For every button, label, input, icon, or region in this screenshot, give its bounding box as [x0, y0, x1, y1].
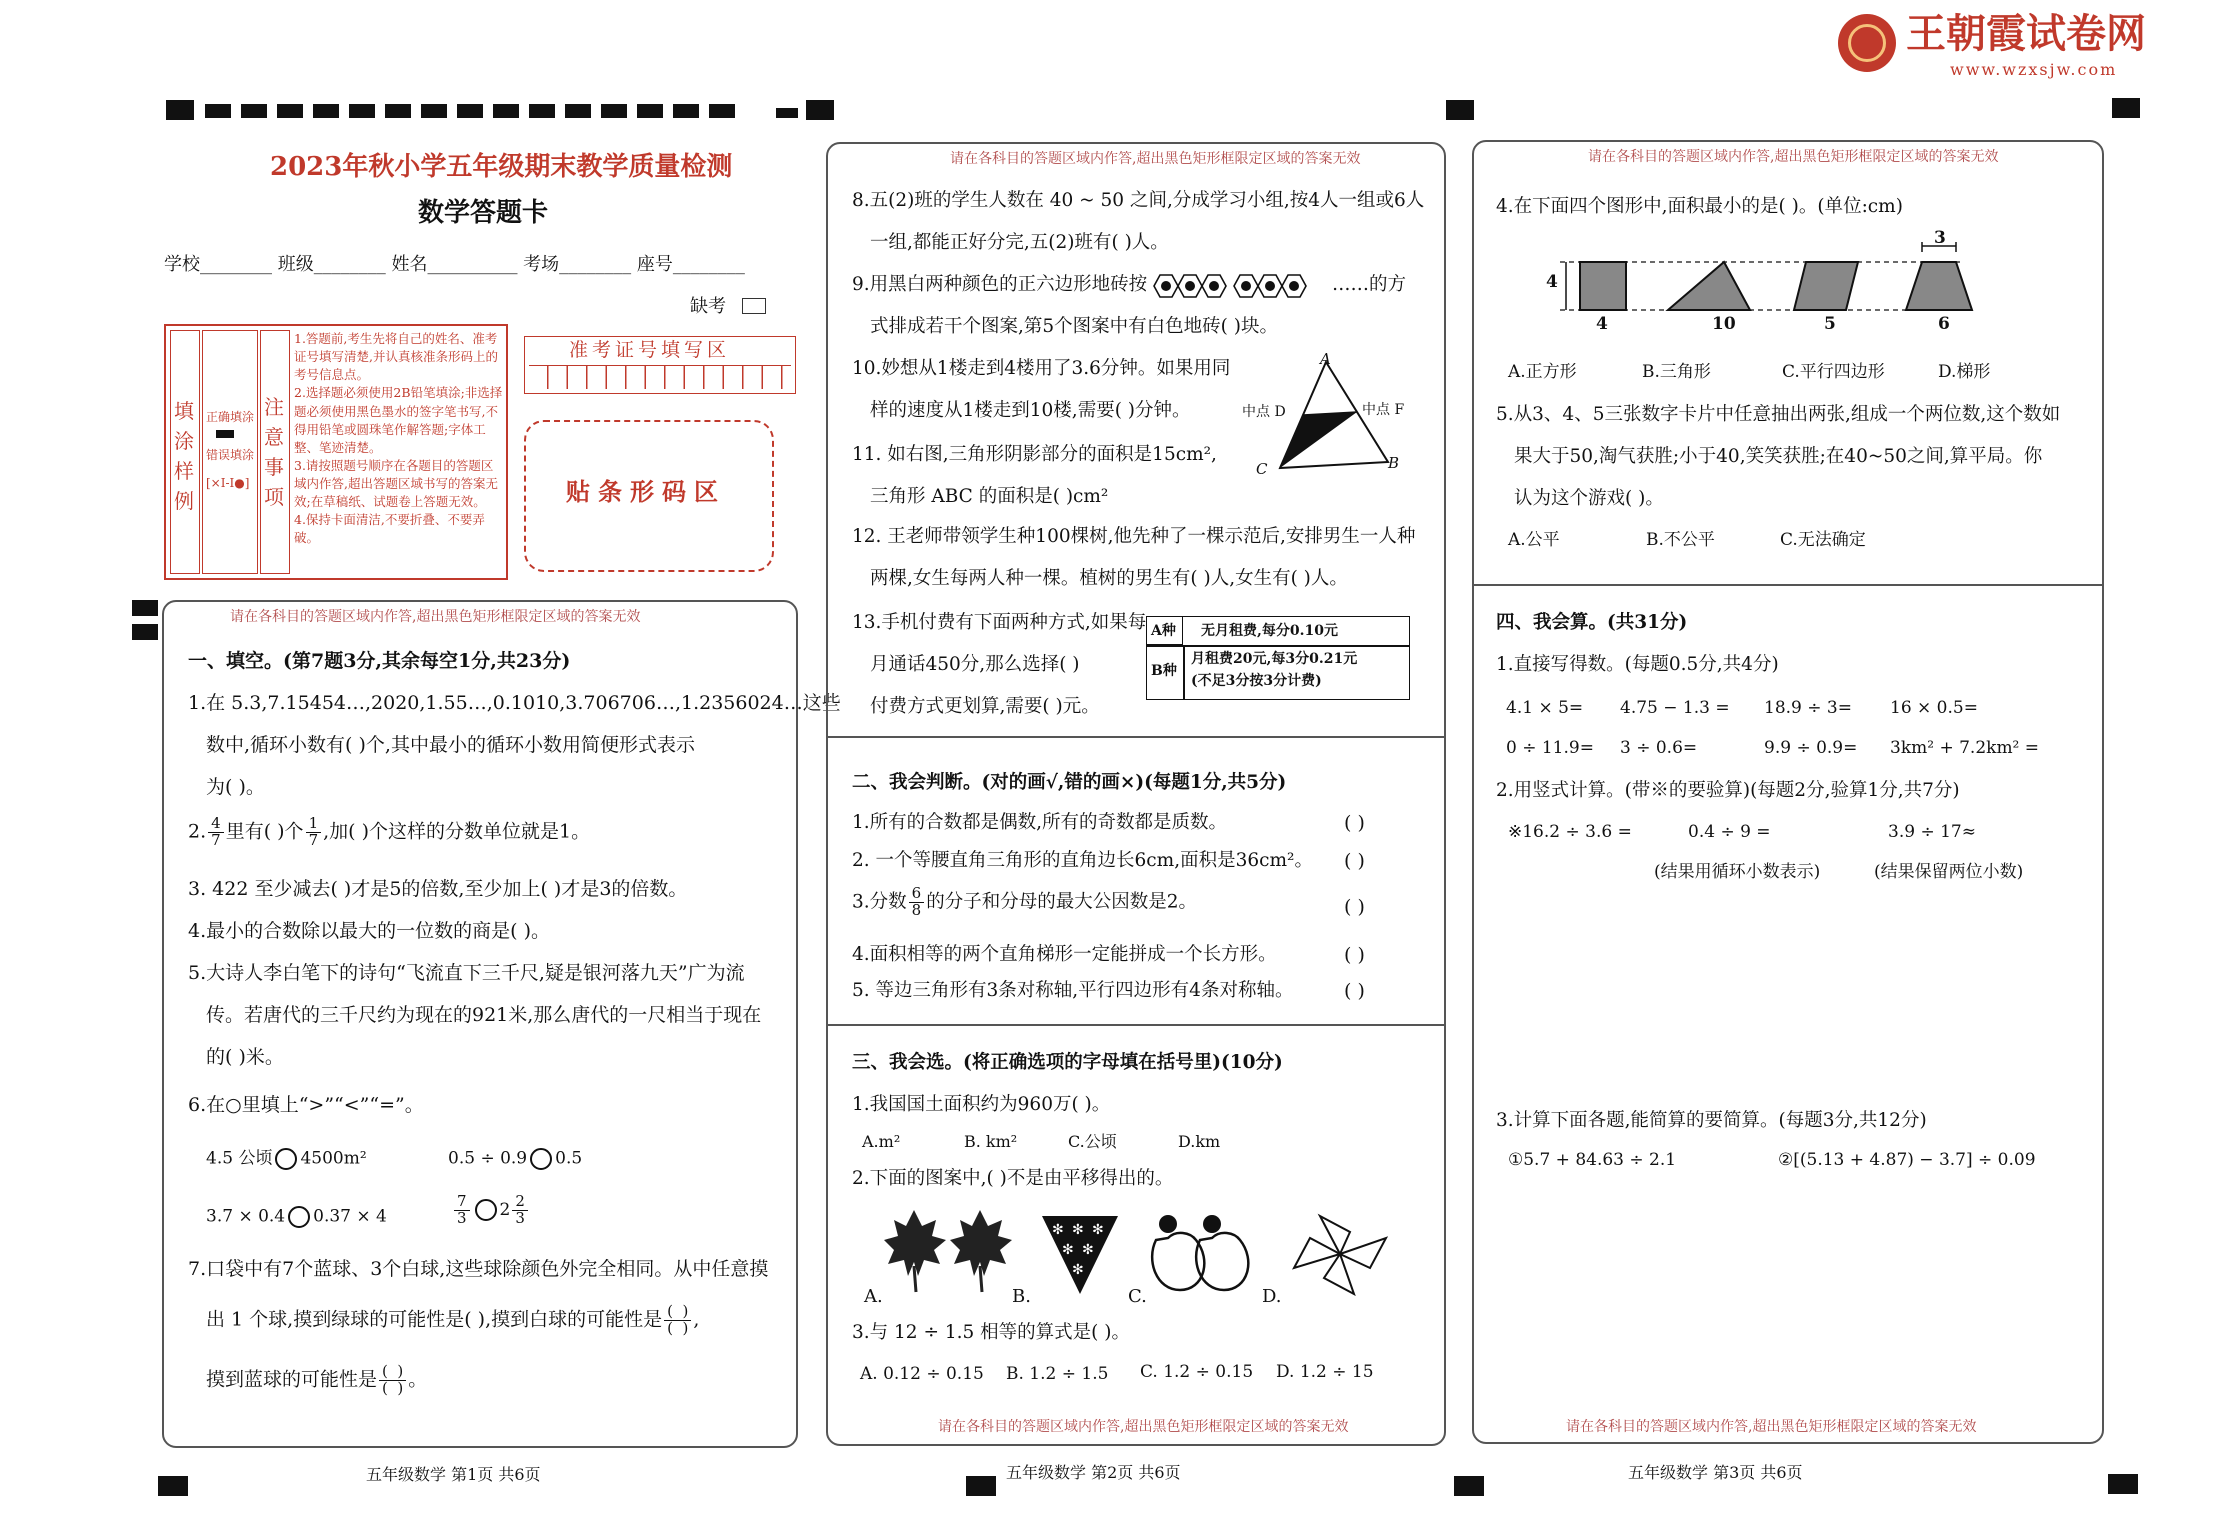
q5-line1: 5.大诗人李白笔下的诗句“飞流直下三千尺,疑是银河落九天”广为流: [188, 962, 745, 984]
calc-3-item: ②[(5.13 + 4.87) − 3.7] ÷ 0.09: [1778, 1150, 2036, 1170]
tri-label-b: B: [1388, 454, 1400, 472]
timing-mark: [1446, 100, 1474, 120]
pinwheel-pattern-image: [1290, 1212, 1390, 1296]
answer-notice: 请在各科目的答题区域内作答,超出黑色矩形框限定区域的答案无效: [1588, 149, 1999, 165]
fill-correct-label: 正确填涂: [206, 410, 255, 424]
choice-2-opt-d: D.: [1262, 1286, 1282, 1307]
dim-square: 4: [1596, 314, 1608, 334]
dim-trapezoid-bottom: 6: [1938, 314, 1950, 334]
q9-line1: 9.用黑白两种颜色的正六边形地砖按: [852, 274, 1148, 295]
exam-title: 2023年秋小学五年级期末教学质量检测: [270, 152, 733, 182]
q1-line1: 1.在 5.3,7.15454…,2020,1.55…,0.1010,3.706706…,1.2356024…这些: [188, 692, 841, 714]
plan-b-label: B种: [1151, 663, 1177, 679]
timing-mark: [2112, 98, 2140, 118]
calc-2-item: ※16.2 ÷ 3.6 =: [1508, 822, 1632, 842]
answer-notice: 请在各科目的答题区域内作答,超出黑色矩形框限定区域的答案无效: [938, 1419, 1349, 1435]
svg-text:✻: ✻: [1072, 1222, 1084, 1238]
plan-b-desc1: 月租费20元,每3分0.21元: [1191, 651, 1358, 667]
section-judge-title: 二、我会判断。(对的画√,错的画×)(每题1分,共5分): [852, 772, 1287, 793]
tri-label-a: A: [1320, 350, 1331, 368]
calc-2-note: (结果保留两位小数): [1874, 862, 2024, 882]
q6: 6.在○里填上“>”“<”“=”。: [188, 1094, 424, 1116]
choice-4-opt-c: C.平行四边形: [1782, 362, 1885, 382]
choice-5-line1: 5.从3、4、5三张数字卡片中任意抽出两张,组成一个两位数,这个数如: [1496, 404, 2061, 425]
q12-line2: 两棵,女生每两人种一棵。植树的男生有( )人,女生有( )人。: [870, 568, 1348, 589]
divider: [828, 736, 1444, 738]
plan-a-label: A种: [1151, 623, 1176, 639]
barcode-area: [524, 420, 774, 572]
watermark-url: www.wzxsjw.com: [1950, 60, 2118, 79]
answer-notice: 请在各科目的答题区域内作答,超出黑色矩形框限定区域的答案无效: [230, 609, 641, 625]
judge-4-answer[interactable]: ( ): [1344, 944, 1365, 966]
blank-fraction[interactable]: $\frac{( )}{( )}$: [664, 1304, 691, 1337]
timing-mark: [132, 600, 158, 616]
compare-circle[interactable]: [288, 1206, 310, 1228]
q6-a: 4.5 公顷 4500m²: [206, 1148, 367, 1169]
exam-number-area[interactable]: [524, 336, 796, 394]
judge-2: 2. 一个等腰直角三角形的直角边长6cm,面积是36cm²。: [852, 850, 1313, 871]
calc-1-item: 16 × 0.5=: [1890, 698, 1978, 718]
note-item: 1.答题前,考生先将自己的姓名、准考证号填写清楚,并认真核准条形码上的考号信息点。: [294, 331, 498, 383]
card-subtitle: 数学答题卡: [418, 198, 549, 228]
seal-inner-icon: [1848, 24, 1886, 62]
birds-pattern-image: [1146, 1210, 1266, 1296]
choice-3: 3.与 12 ÷ 1.5 相等的算式是( )。: [852, 1322, 1130, 1343]
judge-4: 4.面积相等的两个直角梯形一定能拼成一个长方形。: [852, 944, 1277, 965]
notes-title: 注意事项: [264, 395, 284, 509]
watermark-logo: [1838, 8, 2198, 78]
page3-footer: 五年级数学 第3页 共6页: [1628, 1463, 1803, 1482]
calc-2-item: 0.4 ÷ 9 =: [1688, 822, 1771, 842]
judge-1-answer[interactable]: ( ): [1344, 812, 1365, 834]
timing-mark: [158, 1476, 188, 1496]
watermark-name: 王朝霞试卷网: [1906, 11, 2146, 57]
leaves-pattern-image: [884, 1206, 1024, 1296]
judge-3-answer[interactable]: ( ): [1344, 896, 1365, 918]
svg-text:✻: ✻: [1092, 1222, 1104, 1238]
plan-b-desc2: (不足3分按3分计费): [1191, 673, 1322, 689]
timing-mark: [1454, 1476, 1484, 1496]
phone-plan-table: [1146, 616, 1410, 700]
choice-3-opt-c: C. 1.2 ÷ 0.15: [1140, 1362, 1254, 1382]
choice-2-opt-c: C.: [1128, 1286, 1147, 1307]
q11-line1: 11. 如右图,三角形阴影部分的面积是15cm²,: [852, 444, 1217, 465]
svg-text:✻: ✻: [1062, 1242, 1074, 1258]
judge-5-answer[interactable]: ( ): [1344, 980, 1365, 1002]
fraction: $\frac{4}{7}$: [208, 816, 224, 849]
barcode-label: 贴条形码区: [566, 477, 726, 506]
choice-1: 1.我国国土面积约为960万( )。: [852, 1094, 1111, 1115]
dim-triangle: 10: [1712, 314, 1736, 334]
note-item: 2.选择题必须使用2B铅笔填涂;非选择题必须使用黑色墨水的签字笔书写,不得用铅笔或圆珠笔作解答题;字体工整、笔迹清楚。: [294, 385, 503, 455]
q13-line2: 月通话450分,那么选择( ): [870, 654, 1080, 675]
choice-5-opt-c: C.无法确定: [1780, 530, 1866, 550]
fill-example-title: 填涂样例: [174, 399, 194, 513]
plan-a-desc: 无月租费,每分0.10元: [1201, 623, 1338, 639]
judge-2-answer[interactable]: ( ): [1344, 850, 1365, 872]
q13-line1: 13.手机付费有下面两种方式,如果每: [852, 612, 1147, 633]
choice-1-opt-a: A.m²: [862, 1132, 901, 1151]
notes-list: [294, 330, 504, 548]
choice-3-opt-a: A. 0.12 ÷ 0.15: [860, 1364, 984, 1384]
exam-number-label: 准考证号填写区: [569, 339, 731, 361]
choice-5-line3: 认为这个游戏( )。: [1514, 488, 1664, 509]
q5-line2: 传。若唐代的三千尺约为现在的921米,那么唐代的一尺相当于现在: [206, 1004, 762, 1026]
timing-mark: [2108, 1474, 2138, 1494]
divider: [828, 1024, 1444, 1026]
q6-c: 3.7 × 0.4 0.37 × 4: [206, 1206, 387, 1227]
q1-line2: 数中,循环小数有( )个,其中最小的循环小数用简便形式表示: [206, 734, 695, 756]
timing-mark: [776, 108, 798, 118]
choice-1-opt-c: C.公顷: [1068, 1132, 1117, 1151]
calc-1-item: 3 ÷ 0.6=: [1620, 738, 1698, 758]
calc-3-item: ①5.7 + 84.63 ÷ 2.1: [1508, 1150, 1677, 1170]
blank-fraction[interactable]: $\frac{( )}{( )}$: [379, 1364, 406, 1397]
fill-correct-sample: [216, 430, 234, 438]
answer-notice: 请在各科目的答题区域内作答,超出黑色矩形框限定区域的答案无效: [1566, 1419, 1977, 1435]
svg-text:✻: ✻: [1052, 1222, 1064, 1238]
q10-line2: 样的速度从1楼走到10楼,需要( )分钟。: [870, 400, 1191, 421]
q8-line2: 一组,都能正好分完,五(2)班有( )人。: [870, 232, 1169, 253]
tri-label-c: C: [1256, 460, 1268, 478]
q5-line3: 的( )米。: [206, 1046, 284, 1068]
svg-text:✻: ✻: [1072, 1262, 1084, 1278]
info-line: 学校________ 班级________ 姓名__________ 考场________ 座号________: [164, 254, 745, 275]
judge-5: 5. 等边三角形有3条对称轴,平行四边形有4条对称轴。: [852, 980, 1294, 1001]
hexagon-pattern-image: [1150, 266, 1330, 306]
q7-line3: 摸到蓝球的可能性是 $\frac{( )}{( )}$ 。: [206, 1362, 428, 1397]
absent-label: 缺考: [690, 296, 726, 317]
choice-3-opt-b: B. 1.2 ÷ 1.5: [1006, 1364, 1109, 1384]
q9-line1-end: ……的方: [1332, 274, 1407, 295]
calc-1-item: 3km² + 7.2km² =: [1890, 738, 2040, 758]
timing-mark: [132, 624, 158, 640]
timing-mark: [966, 1476, 996, 1496]
q6-b: 0.5 ÷ 0.9 0.5: [448, 1148, 583, 1169]
tri-label-d: 中点 D: [1242, 404, 1286, 420]
exam-number-cells[interactable]: [529, 365, 791, 389]
q12-line1: 12. 王老师带领学生种100棵树,他先种了一棵示范后,安排男生一人种: [852, 526, 1416, 547]
q7-line1: 7.口袋中有7个蓝球、3个白球,这些球除颜色外完全相同。从中任意摸: [188, 1258, 769, 1280]
note-item: 3.请按照题号顺序在各题目的答题区域内作答,超出答题区域书写的答案无效;在草稿纸、试题卷上答题无效。: [294, 457, 498, 510]
q7-line2: 出 1 个球,摸到绿球的可能性是( ),摸到白球的可能性是 $\frac{( )}{( )}$ ,: [206, 1302, 700, 1337]
q6-d: $\frac{7}{3}$ 2 $\frac{2}{3}$: [452, 1194, 530, 1227]
section-calc-title: 四、我会算。(共31分): [1496, 612, 1688, 633]
dim-height: 4: [1546, 272, 1558, 292]
q13-line3: 付费方式更划算,需要( )元。: [870, 696, 1100, 717]
choice-1-opt-b: B. km²: [964, 1132, 1018, 1151]
calc-1-item: 18.9 ÷ 3=: [1764, 698, 1852, 718]
answer-notice: 请在各科目的答题区域内作答,超出黑色矩形框限定区域的答案无效: [950, 151, 1361, 167]
fill-wrong-label: 错误填涂: [206, 448, 255, 462]
fraction: $\frac{1}{7}$: [306, 816, 322, 849]
choice-2: 2.下面的图案中,( )不是由平移得出的。: [852, 1168, 1174, 1189]
calc-1-item: 4.1 × 5=: [1506, 698, 1584, 718]
choice-4-opt-b: B.三角形: [1642, 362, 1711, 382]
section-fill-title: 一、填空。(第7题3分,其余每空1分,共23分): [188, 650, 571, 672]
compare-circle[interactable]: [530, 1148, 552, 1170]
calc-1-title: 1.直接写得数。(每题0.5分,共4分): [1496, 654, 1779, 675]
note-item: 4.保持卡面清洁,不要折叠、不要弄破。: [294, 512, 485, 546]
choice-1-opt-d: D.km: [1178, 1132, 1221, 1151]
calc-2-title: 2.用竖式计算。(带※的要验算)(每题2分,验算1分,共7分): [1496, 780, 1960, 801]
divider: [1474, 584, 2102, 586]
q10-line1: 10.妙想从1楼走到4楼用了3.6分钟。如果用同: [852, 358, 1231, 379]
section-choice-title: 三、我会选。(将正确选项的字母填在括号里)(10分): [852, 1052, 1283, 1073]
calc-1-item: 9.9 ÷ 0.9=: [1764, 738, 1858, 758]
fill-wrong-symbols: [×I-I●]: [206, 476, 250, 490]
calc-1-item: 0 ÷ 11.9=: [1506, 738, 1594, 758]
judge-1: 1.所有的合数都是偶数,所有的奇数都是质数。: [852, 812, 1228, 833]
choice-4-opt-a: A.正方形: [1508, 362, 1577, 382]
shapes-area-diagram: [1540, 230, 2060, 340]
calc-2-note: (结果用循环小数表示): [1654, 862, 1821, 882]
dim-parallelogram: 5: [1824, 314, 1836, 334]
dim-trapezoid-top: 3: [1934, 228, 1946, 248]
timing-mark: [806, 100, 834, 120]
q9-line2: 式排成若干个图案,第5个图案中有白色地砖( )块。: [870, 316, 1278, 337]
svg-text:✻: ✻: [1082, 1242, 1094, 1258]
triangle-snow-pattern-image: [1040, 1212, 1120, 1296]
tri-label-f: 中点 F: [1362, 402, 1405, 418]
timing-mark: [166, 100, 194, 120]
instruction-box: [164, 324, 508, 580]
choice-5-opt-a: A.公平: [1508, 530, 1560, 550]
q2: 2. $\frac{4}{7}$ 里有( )个 $\frac{1}{7}$ ,加( )个这样的分数单位就是1。: [188, 814, 591, 849]
q3: 3. 422 至少减去( )才是5的倍数,至少加上( )才是3的倍数。: [188, 878, 688, 900]
q1-line3: 为( )。: [206, 776, 265, 798]
absent-checkbox[interactable]: [742, 298, 766, 314]
choice-5-opt-b: B.不公平: [1646, 530, 1715, 550]
judge-3: 3.分数 $\frac{6}{8}$ 的分子和分母的最大公因数是2。: [852, 884, 1197, 919]
page1-footer: 五年级数学 第1页 共6页: [366, 1465, 541, 1484]
calc-2-item: 3.9 ÷ 17≈: [1888, 822, 1976, 842]
compare-circle[interactable]: [475, 1199, 497, 1221]
page2-footer: 五年级数学 第2页 共6页: [1006, 1463, 1181, 1482]
choice-4: 4.在下面四个图形中,面积最小的是( )。(单位:cm): [1496, 196, 1903, 217]
calc-3-title: 3.计算下面各题,能简算的要简算。(每题3分,共12分): [1496, 1110, 1927, 1131]
compare-circle[interactable]: [275, 1148, 297, 1170]
calc-1-item: 4.75 − 1.3 =: [1620, 698, 1730, 718]
q4: 4.最小的合数除以最大的一位数的商是( )。: [188, 920, 550, 942]
choice-2-opt-b: B.: [1012, 1286, 1031, 1307]
q11-line2: 三角形 ABC 的面积是( )cm²: [870, 486, 1109, 507]
choice-4-opt-d: D.梯形: [1938, 362, 1991, 382]
timing-stripe: [205, 104, 745, 118]
choice-5-line2: 果大于50,淘气获胜;小于40,笑笑获胜;在40~50之间,算平局。你: [1514, 446, 2043, 467]
choice-2-opt-a: A.: [864, 1286, 883, 1307]
choice-3-opt-d: D. 1.2 ÷ 15: [1276, 1362, 1374, 1382]
q8-line1: 8.五(2)班的学生人数在 40 ~ 50 之间,分成学习小组,按4人一组或6人: [852, 190, 1425, 211]
